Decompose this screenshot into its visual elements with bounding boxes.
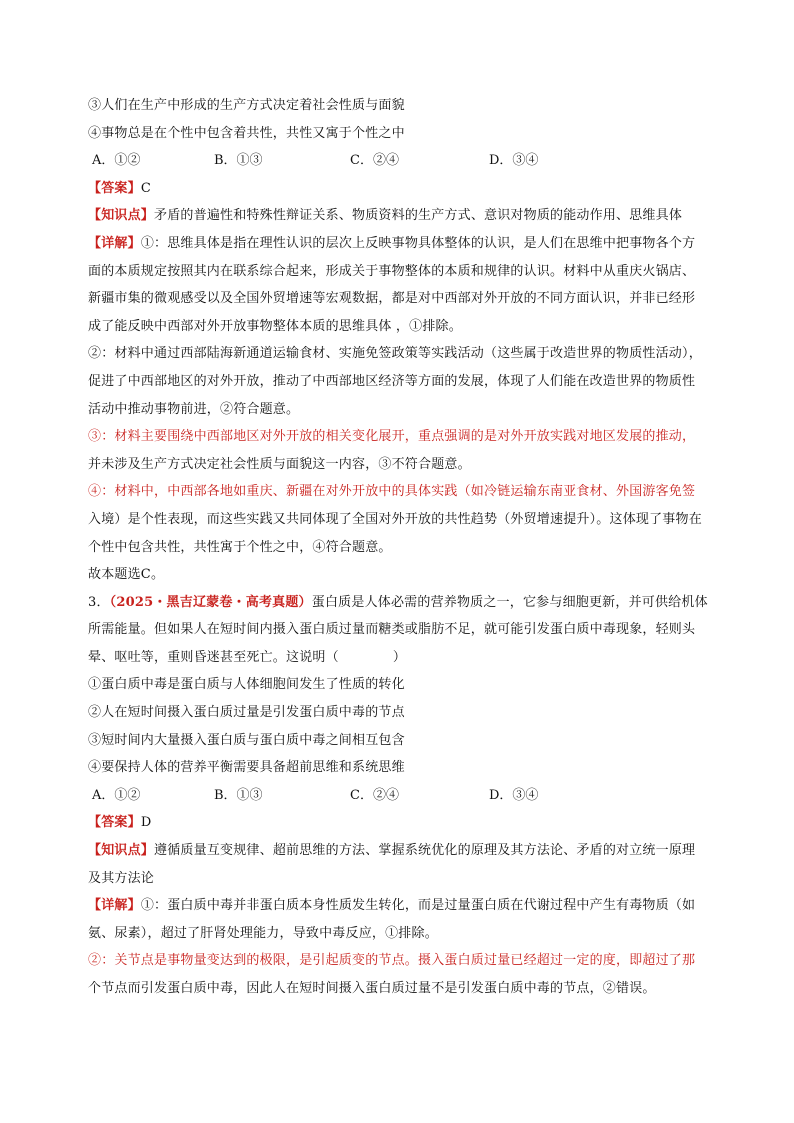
detail-line: 并未涉及生产方式决定社会性质与面貌这一内容，③不符合题意。 xyxy=(88,456,471,472)
answer-value: C xyxy=(140,180,151,196)
option-b: B．①③ xyxy=(214,787,263,803)
document-page xyxy=(88,92,728,1003)
detail-line-red: ④：材料中，中西部各地如重庆、新疆在对外开放中的具体实践（如冷链运输东南亚食材、外国游客免签 xyxy=(88,484,696,500)
detail-line xyxy=(88,230,728,258)
answer-value: D xyxy=(140,815,152,831)
options-row xyxy=(88,782,728,810)
detail-line: 促进了中西部地区的对外开放，推动了中西部地区经济等方面的发展，体现了人们能在改造世界的物质性 xyxy=(88,373,696,389)
knowledge-point-text: 遵循质量互变规律、超前思维的方法、掌握系统优化的原理及其方法论、矛盾的对立统一原理 xyxy=(154,843,696,859)
knowledge-point-tag: 【知识点】 xyxy=(88,208,155,224)
option-d: D．③④ xyxy=(489,153,539,169)
detail-line: 入境）是个性表现，而这些实践又共同体现了全国对外开放的共性趋势（外贸增速提升）。这体现了事物在 xyxy=(88,511,702,527)
answer-tag: 【答案】 xyxy=(88,815,141,831)
detail-text: ①：蛋白质中毒并非蛋白质本身性质发生转化，而是过量蛋白质在代谢过程中产生有毒物质（如 xyxy=(140,898,696,914)
detail-tag: 【详解】 xyxy=(88,235,141,251)
conclusion-line: 故本题选C。 xyxy=(88,567,165,583)
detail-line: 面的本质规定按照其内在联系综合起来，形成关于事物整体的本质和规律的认识。材料中从重庆火锅店、 xyxy=(88,263,696,279)
statement-4: ④要保持人体的营养平衡需要具备超前思维和系统思维 xyxy=(88,760,405,776)
detail-line: 活动中推动事物前进，②符合题意。 xyxy=(88,401,300,417)
option-a: A．①② xyxy=(92,153,141,169)
detail-line: 个节点而引发蛋白质中毒，因此人在短时间摄入蛋白质过量不是引发蛋白质中毒的节点，②错误。 xyxy=(88,981,656,996)
detail-line: ②：材料中通过西部陆海新通道运输食材、实施免签政策等实践活动（这些属于改造世界的物质性活动）， xyxy=(88,346,702,362)
question-source: （2025・黑吉辽蒙卷・高考真题） xyxy=(109,594,312,610)
option-c: C．②④ xyxy=(350,787,399,803)
option-b: B．①③ xyxy=(214,153,263,169)
answer-line xyxy=(88,809,728,837)
detail-line: 成了能反映中西部对外开放事物整体本质的思维具体 ，①排除。 xyxy=(88,318,462,334)
statement-3: ③人们在生产中形成的生产方式决定着社会性质与面貌 xyxy=(88,98,405,113)
question-3-stem xyxy=(88,589,728,617)
stem-line: 所需能量。但如果人在短时间内摄入蛋白质过量而糖类或脂肪不足，就可能引发蛋白质中毒现象，轻则头 xyxy=(88,622,696,638)
statement-3: ③短时间内大量摄入蛋白质与蛋白质中毒之间相互包含 xyxy=(88,732,405,748)
answer-tag: 【答案】 xyxy=(88,180,141,196)
knowledge-point-line xyxy=(88,837,728,865)
detail-line: 个性中包含共性，共性寓于个性之中，④符合题意。 xyxy=(88,539,392,555)
detail-line-red: ②：关节点是事物量变达到的极限，是引起质变的节点。摄入蛋白质过量已经超过一定的度，即超过了那 xyxy=(88,953,696,969)
option-d: D．③④ xyxy=(489,787,539,803)
statement-2: ②人在短时间摄入蛋白质过量是引发蛋白质中毒的节点 xyxy=(88,705,405,721)
detail-tag: 【详解】 xyxy=(88,898,141,914)
stem-text: 晕、呕吐等，重则昏迷甚至死亡。这说明（ xyxy=(88,649,339,665)
answer-line xyxy=(88,175,728,203)
detail-line-red: ③：材料主要围绕中西部地区对外开放的相关变化展开，重点强调的是对外开放实践对地区发展的推动， xyxy=(88,429,696,445)
knowledge-point-text: 矛盾的普遍性和特殊性辩证关系、物质资料的生产方式、意识对物质的能动作用、思维具体 xyxy=(154,208,683,224)
option-c: C．②④ xyxy=(350,153,399,169)
question-number: 3． xyxy=(88,594,110,610)
detail-text: ①：思维具体是指在理性认识的层次上反映事物具体整体的认识，是人们在思维中把事物各个方 xyxy=(140,235,696,251)
statement-4: ④事物总是在个性中包含着共性，共性又寓于个性之中 xyxy=(88,125,405,141)
option-a: A．①② xyxy=(92,787,141,803)
detail-line xyxy=(88,892,728,920)
stem-line xyxy=(88,644,728,672)
stem-text: 蛋白质是人体必需的营养物质之一，它参与细胞更新，并可供给机体 xyxy=(311,594,708,610)
options-row xyxy=(88,147,728,175)
detail-line: 新疆市集的微观感受以及全国外贸增速等宏观数据，都是对中西部对外开放的不同方面认识，并非已经形 xyxy=(88,291,696,307)
detail-line: 氨、尿素），超过了肝肾处理能力，导致中毒反应，①排除。 xyxy=(88,925,438,941)
stem-close-paren: ） xyxy=(392,649,407,665)
statement-1: ①蛋白质中毒是蛋白质与人体细胞间发生了性质的转化 xyxy=(88,677,405,693)
knowledge-point-line xyxy=(88,202,728,230)
knowledge-point-line: 及其方法论 xyxy=(88,870,155,886)
knowledge-point-tag: 【知识点】 xyxy=(88,843,155,859)
